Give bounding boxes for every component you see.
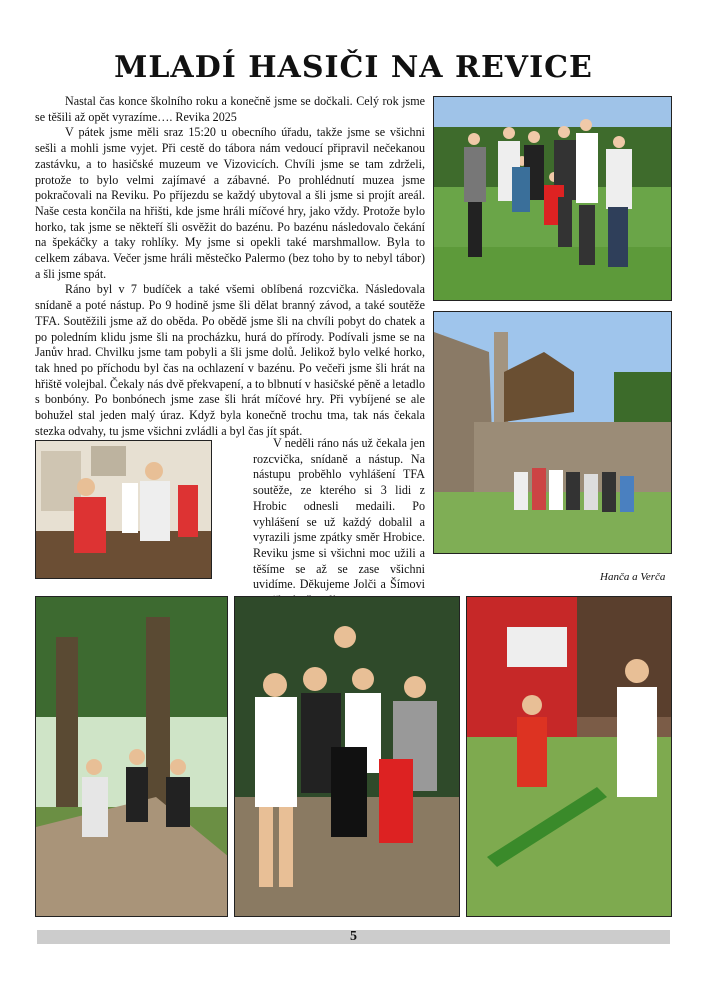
article-body (35, 94, 425, 439)
paragraph-sunday: V neděli ráno nás už čekala jen rozcvička, snídaně a nástup. Na nástupu proběhlo vyhlášení TFA soutěže, ze kterého si 3 lidi z Hrobic odnesli medaili. Po vyhlášení se už každý dobalil a vyrazili jsme zpátky směr Hrobice. Reviku jsme si všichni moc užili a těšíme se až se zase všichni uvidíme. Děkujeme Jolči a Šímovi (253, 436, 425, 592)
photo-group-woods (234, 596, 460, 917)
author-signature: Hanča a Verča (600, 571, 666, 583)
photo-fire-museum (35, 440, 212, 579)
photo-fire-truck (466, 596, 672, 917)
paragraph-saturday: Ráno byl v 7 budíček a také všemi oblíbená rozcvička. Následovala snídaně a poté nástup. Po 9 hodině jsme šli dělat branný závod, a také soutěže TFA. Soutěžili jsme až do oběda. Po obědě jsme šli na chvíli pobyt do chatek a po poledním klidu jsme šli na procházku, hurá do přírody. Podívali jsme se na Janův hrad. Chvilku jsme tam pobyli a šli jsme dolů. Jelikož bylo velké horko, tak hned po příchodu byl čas na ochlazení v bazénu. Po večeři jsme šli hrát na hřiště volejbal. Čekaly nás dvě překvapení, a to blbnutí v hasičské pěně a letadlo s bonbóny. Po bonbónech jsme zase šli hrát míčové hry. Při vybíjené se ale bohužel stal jeden malý úraz. Když byla konečně trochu tma, tak nás čekala stezka odvahy, tu jsme všichni zvládli a byl čas jít spát. (35, 282, 425, 438)
paragraph-friday: V pátek jsme měli sraz 15:20 u obecního úřadu, takže jsme se všichni sešli a mohli jsme vyjet. Při cestě do tábora nám vedoucí připravil nečekanou zastávku, a to hasičské muzeum ve Vizovicích. Chvíli jsme se tam zdrželi, protože to bylo velmi zajímavé a zábavné. Po prohlédnutí muzea jsme pokračovali na Reviku. Po příjezdu se každý ubytoval a šli jsme si projít areál. Naše cesta končila na hřišti, kde jsme hráli míčové hry, jako vždy. Protože bylo horko, tak jsme se někteří šli osvěžit do bazénu. Po bazénu následovalo čekání na špekáčky a taky rohlíky. My jsme si opekli také marshmallow. Byla to celkem zábava. Večer jsme hráli městečko Palermo (bez toho by to nebyl tábor) a šli jsme spát. (35, 125, 425, 281)
photo-castle-ruin (433, 311, 672, 554)
paragraph-sunday-block (253, 436, 425, 609)
photo-group-grass (433, 96, 672, 301)
paragraph-intro: Nastal čas konce školního roku a konečně jsme se dočkali. Celý rok jsme se těšili až opět vyrazíme…. Revika 2025 (35, 94, 425, 124)
article-title: MLADÍ HASIČI NA REVICE (114, 50, 593, 85)
photo-forest-walk (35, 596, 228, 917)
page-number: 5 (350, 929, 357, 944)
